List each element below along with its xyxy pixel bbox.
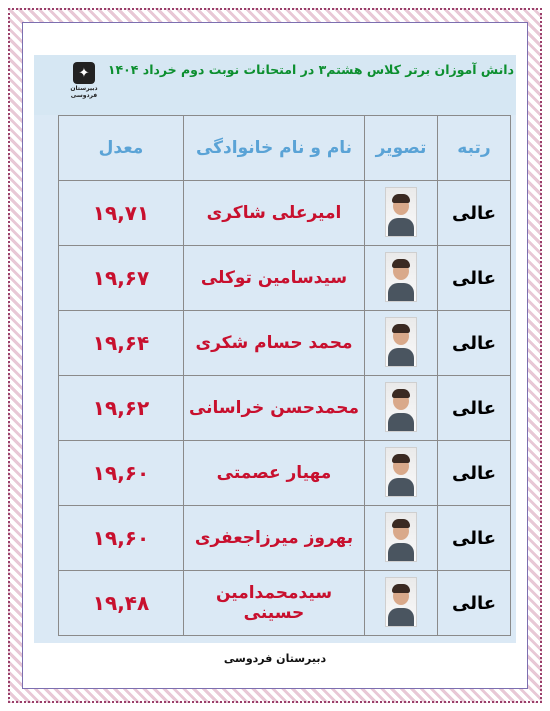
photo-cell [365, 506, 438, 571]
student-name: بهروز میرزاجعفری [184, 506, 365, 571]
student-photo [385, 577, 417, 627]
rank-cell: عالی [438, 506, 511, 571]
table-row [59, 441, 511, 506]
photo-body [388, 283, 414, 302]
photo-body [388, 543, 414, 562]
photo-cell [365, 246, 438, 311]
photo-cell [365, 311, 438, 376]
photo-hair [392, 259, 410, 268]
header-photo: تصویر [365, 116, 438, 181]
table-row [59, 181, 511, 246]
rank-cell: عالی [438, 441, 511, 506]
student-photo [385, 317, 417, 367]
table-row [59, 246, 511, 311]
students-table [58, 115, 511, 636]
student-photo [385, 382, 417, 432]
photo-hair [392, 584, 410, 593]
photo-cell [365, 571, 438, 636]
rank-cell: عالی [438, 311, 511, 376]
header-name: نام و نام خانوادگی [184, 116, 365, 181]
table-row [59, 311, 511, 376]
table-row [59, 376, 511, 441]
footer-school-name: دبیرستان فردوسی [223, 652, 327, 665]
rank-cell: عالی [438, 571, 511, 636]
average-score: ۱۹,۶۲ [59, 376, 184, 441]
student-name: امیرعلی شاکری [184, 181, 365, 246]
logo-emblem-icon: ✦ [73, 62, 95, 84]
photo-hair [392, 519, 410, 528]
table-body [59, 181, 511, 636]
student-name: محمد حسام شکری [184, 311, 365, 376]
average-score: ۱۹,۶۴ [59, 311, 184, 376]
table-row [59, 506, 511, 571]
student-name: سیدمحمدامین حسینی [184, 571, 365, 636]
photo-hair [392, 324, 410, 333]
student-photo [385, 512, 417, 562]
rank-cell: عالی [438, 376, 511, 441]
photo-cell [365, 181, 438, 246]
photo-hair [392, 194, 410, 203]
rank-cell: عالی [438, 181, 511, 246]
photo-hair [392, 389, 410, 398]
student-name: محمدحسن خراسانی [184, 376, 365, 441]
photo-body [388, 608, 414, 627]
student-photo [385, 447, 417, 497]
average-score: ۱۹,۶۰ [59, 506, 184, 571]
photo-body [388, 348, 414, 367]
rank-cell: عالی [438, 246, 511, 311]
average-score: ۱۹,۶۷ [59, 246, 184, 311]
student-photo [385, 187, 417, 237]
student-name: مهیار عصمتی [184, 441, 365, 506]
header-rank: رتبه [438, 116, 511, 181]
photo-body [388, 478, 414, 497]
photo-body [388, 413, 414, 432]
average-score: ۱۹,۶۰ [59, 441, 184, 506]
photo-hair [392, 454, 410, 463]
student-name: سیدسامین توکلی [184, 246, 365, 311]
table-header-row [59, 116, 511, 181]
photo-cell [365, 441, 438, 506]
page-title: دانش آموزان برتر کلاس هشتم۳ در امتحانات نوبت دوم خرداد ۱۴۰۴ [107, 62, 514, 77]
logo-text: دبیرستان فردوسی [70, 85, 98, 99]
photo-body [388, 218, 414, 237]
average-score: ۱۹,۷۱ [59, 181, 184, 246]
header-average: معدل [59, 116, 184, 181]
photo-cell [365, 376, 438, 441]
average-score: ۱۹,۴۸ [59, 571, 184, 636]
student-photo [385, 252, 417, 302]
table-row [59, 571, 511, 636]
